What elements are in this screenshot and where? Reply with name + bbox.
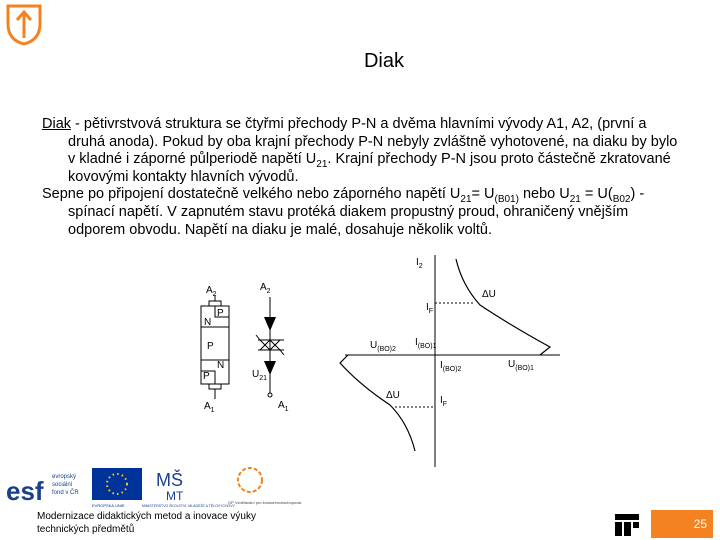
delta-u-bottom: ΔU xyxy=(386,390,400,401)
svg-text:esf: esf xyxy=(6,476,44,506)
svg-text:U(BO)2: $U_{(BO)2}$ xyxy=(370,340,396,353)
layer-n-bottom: N xyxy=(217,360,225,371)
svg-text:I2: $I_2$ xyxy=(416,257,423,270)
svg-text:sociální: sociální xyxy=(52,482,73,488)
svg-text:OP Vzdělávání pro konkurencesc: OP Vzdělávání pro konkurenceschopnost xyxy=(228,500,302,505)
svg-text:A1: $A_1$ xyxy=(278,400,289,413)
svg-text:fond v ČR: fond v ČR xyxy=(52,490,79,496)
svg-text:I(BO)1: $I_{(BO)1}$ xyxy=(415,337,437,350)
footer-project-name: Modernizace didaktických metod a inovace výuky technických předmětů xyxy=(37,511,256,535)
svg-text:MINISTERSTVO ŠKOLSTVÍ, MLÁDEŽE: MINISTERSTVO ŠKOLSTVÍ, MLÁDEŽE A TĚLOVÝCHOVY xyxy=(142,504,235,508)
va-characteristic xyxy=(340,255,560,467)
page-number: 25 xyxy=(651,510,713,538)
layer-p-top: P xyxy=(217,308,224,319)
body-text xyxy=(42,116,682,239)
layer-p-middle: P xyxy=(207,341,214,352)
term-diak: Diak xyxy=(42,116,72,132)
paragraph-definition: Diak - pětivrstvová struktura se čtyřmi přechody P-N a dvěma hlavními vývody A1, A2, (první a druhá anoda). Pokud by oba krajní přechody P-N nebyly zvláštně vyhotovené, na diaku by bylo v kladné i záporné půlperiodě napětí $U_{21}$. Krajní přechody P-N jsou proto částečně zkratované kovovými kontakty hlavních vývodů. xyxy=(42,116,678,185)
paragraph-switching: Sepne po připojení dostatečně velkého nebo záporného napětí $U_{21}= U_{(B01)}$ nebo $U_{21} = U(_{B02})$ - spínací napětí. V zapnutém stavu protéká diakem propustný proud, ohraničený vnějším odporem obvodu. Napětí na diaku je malé, dosahuje několik voltů. xyxy=(42,186,645,238)
slide-title: Diak xyxy=(363,50,404,72)
layer-n-top: N xyxy=(204,317,212,328)
svg-text:MŠ: MŠ xyxy=(156,470,183,490)
svg-text:I(BO)2: $I_{(BO)2}$ xyxy=(440,360,462,373)
esf-logo xyxy=(6,474,79,506)
layer-p-bottom: P xyxy=(203,371,210,382)
svg-text:A2: $A_2$ xyxy=(260,282,271,295)
institution-icon xyxy=(613,512,641,538)
layer-structure xyxy=(201,285,229,414)
svg-text:EVROPSKÁ UNIE: EVROPSKÁ UNIE xyxy=(92,503,125,508)
svg-text:MT: MT xyxy=(166,489,184,503)
diak-symbol xyxy=(252,282,289,413)
svg-text:evropský: evropský xyxy=(52,474,77,480)
svg-text:A1: $A_1$ xyxy=(204,401,215,414)
delta-u-top: ΔU xyxy=(482,289,496,300)
diak-diagram xyxy=(190,255,580,467)
svg-text:U(BO)1: $U_{(BO)1}$ xyxy=(508,359,534,372)
svg-text:IF: $I_F$ xyxy=(426,302,434,315)
msmt-logo xyxy=(142,469,236,508)
svg-text:A2: $A_2$ xyxy=(206,285,217,298)
svg-text:IF: $I_F$ xyxy=(440,395,448,408)
university-logo xyxy=(4,2,44,46)
svg-text:U21: $U_{21}$ xyxy=(252,369,268,382)
footer-logos xyxy=(6,466,302,508)
eu-flag-logo xyxy=(92,468,142,508)
op-vk-logo xyxy=(228,468,302,505)
